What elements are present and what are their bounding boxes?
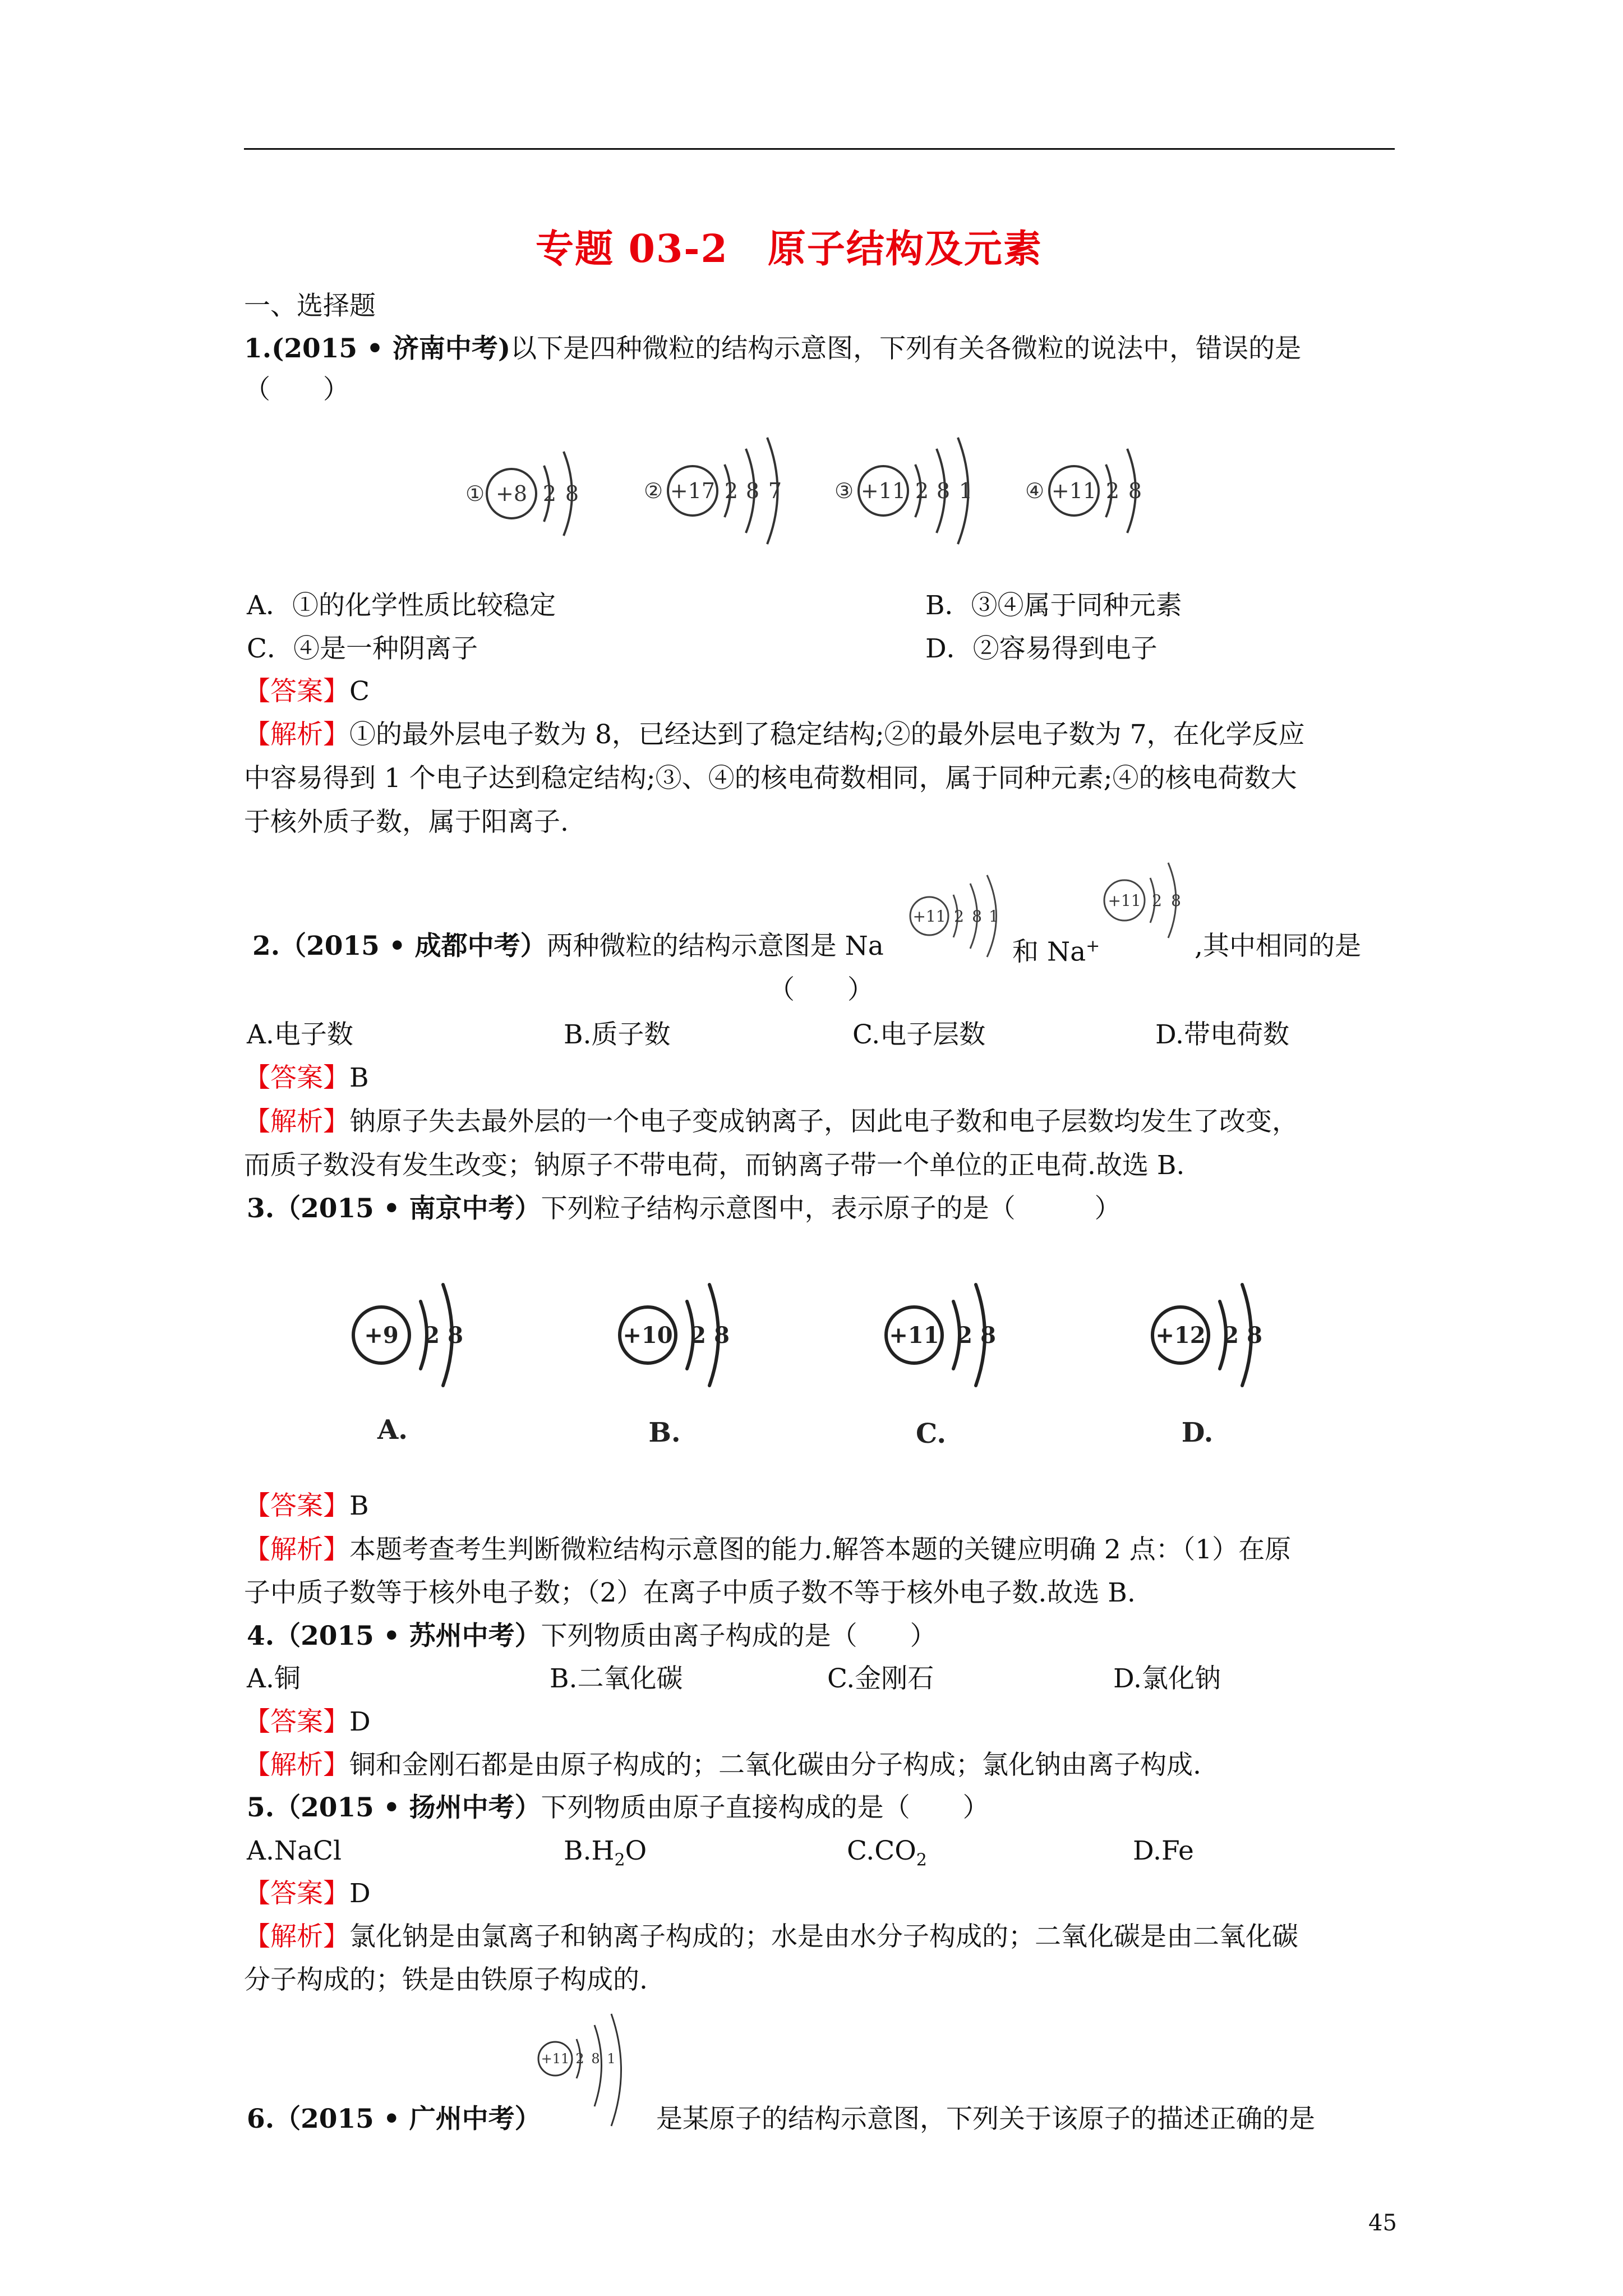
q3-d-shell-1-count: 2 — [1223, 1322, 1239, 1349]
q2-answer-value: B — [349, 1062, 369, 1093]
q1-d4-shell-1-count: 2 — [1105, 478, 1120, 503]
q5-option-a: A.NaCl — [247, 1835, 342, 1866]
q5-number: 5. — [247, 1792, 275, 1823]
q3-d-shell-2-count: 8 — [1247, 1322, 1262, 1349]
q1-option-d: D．②容易得到电子 — [925, 633, 1158, 664]
q2-option-a: A.电子数 — [247, 1019, 353, 1050]
question-5 — [247, 1791, 989, 1825]
q6-shell-3-count: 1 — [607, 2051, 616, 2067]
q5-answer-value: D — [349, 1878, 371, 1909]
q6-nucleus: +11 — [541, 2051, 570, 2067]
q3-a-label: A. — [377, 1414, 408, 1446]
q5-source: （2015 • 扬州中考） — [274, 1792, 541, 1823]
question-6 — [247, 2102, 541, 2136]
q5-option-b-main: B.H — [564, 1835, 615, 1866]
q2-number: 2. — [252, 931, 280, 961]
q5-option-d: D.Fe — [1133, 1835, 1194, 1866]
q3-answer-value: B — [349, 1490, 369, 1521]
q3-answer-tag: 【答案】 — [244, 1490, 349, 1521]
question-4 — [247, 1619, 937, 1653]
q4-stem: 下列物质由离子构成的是（ ） — [541, 1621, 937, 1651]
q1-analysis-line-2: 中容易得到 1 个电子达到稳定结构;③、④的核电荷数相同，属于同种元素;④的核电荷数大 — [244, 763, 1297, 794]
q3-source: （2015 • 南京中考） — [274, 1193, 541, 1224]
q3-b-label: B. — [648, 1417, 681, 1448]
q6-source: （2015 • 广州中考） — [274, 2104, 541, 2134]
q2-d1-shell-2-count: 8 — [972, 907, 982, 926]
q1-answer — [244, 675, 370, 708]
q3-d-label: D. — [1181, 1417, 1214, 1448]
q1-d4-label: ④ — [1025, 478, 1045, 503]
q5-option-b — [564, 1834, 647, 1877]
q5-answer-tag: 【答案】 — [244, 1878, 349, 1909]
q4-option-a: A.铜 — [247, 1663, 301, 1694]
q3-b-shell-1-count: 2 — [690, 1322, 706, 1349]
q1-number: 1. — [244, 333, 272, 364]
q1-answer-value: C — [349, 676, 370, 707]
q5-analysis-line-1 — [244, 1920, 1298, 1954]
q3-analysis-line-2: 子中质子数等于核外电子数；（2）在离子中质子数不等于核外电子数.故选 B. — [244, 1577, 1136, 1608]
q1-d2-shell-3-count: 7 — [768, 478, 782, 503]
q2-analysis-tag: 【解析】 — [244, 1106, 349, 1137]
section-heading: 一、选择题 — [244, 291, 376, 321]
q1-analysis-line-3: 于核外质子数，属于阳离子. — [244, 807, 569, 838]
q3-diagrams — [336, 1268, 1290, 1458]
q1-analysis-line-1 — [244, 718, 1305, 752]
q2-blank: （ ） — [768, 974, 874, 1005]
q4-option-d: D.氯化钠 — [1113, 1663, 1221, 1694]
q1-d2-shell-1-count: 2 — [724, 478, 739, 503]
header-rule — [244, 148, 1395, 150]
q4-answer-tag: 【答案】 — [244, 1706, 349, 1737]
q5-analysis-line-2: 分子构成的；铁是由铁原子构成的. — [244, 1964, 648, 1995]
q3-analysis-tag: 【解析】 — [244, 1534, 349, 1565]
q1-diagrams — [460, 426, 1161, 561]
q2-d2-shell-1-count: 2 — [1152, 891, 1162, 910]
q2-answer-tag: 【答案】 — [244, 1062, 349, 1093]
q6-diagram — [533, 2008, 656, 2137]
q6-number: 6. — [247, 2104, 275, 2134]
q2-analysis-line-2: 而质子数没有发生改变；钠原子不带电荷，而钠离子带一个单位的正电荷.故选 B. — [244, 1150, 1185, 1181]
question-2 — [252, 930, 884, 963]
q1-d1-nucleus: +8 — [495, 481, 528, 506]
q2-source: （2015 • 成都中考） — [280, 931, 547, 961]
q6-stem: 是某原子的结构示意图，下列关于该原子的描述正确的是 — [656, 2104, 1315, 2134]
q2-option-d: D.带电荷数 — [1155, 1019, 1289, 1050]
q4-analysis-text-1: 铜和金刚石都是由原子构成的；二氧化碳由分子构成；氯化钠由离子构成. — [349, 1750, 1201, 1780]
question-1 — [244, 332, 1301, 366]
q3-d-nucleus: +12 — [1155, 1322, 1206, 1349]
q3-number: 3. — [247, 1193, 275, 1224]
q6-shell-1-count: 2 — [575, 2051, 584, 2067]
q1-option-a: A．①的化学性质比较稳定 — [247, 590, 556, 621]
q1-d3-shell-2-count: 8 — [936, 478, 951, 503]
q5-answer — [244, 1877, 371, 1911]
q1-stem: 以下是四种微粒的结构示意图，下列有关各微粒的说法中，错误的是 — [510, 333, 1302, 364]
q2-d1-shell-3-count: 1 — [989, 907, 999, 926]
q1-d2-nucleus: +17 — [670, 478, 716, 503]
q2-diagram-na-atom — [900, 872, 1029, 984]
q3-a-shell-1-count: 2 — [424, 1322, 440, 1349]
q1-option-c: C．④是一种阴离子 — [247, 633, 478, 664]
q3-answer — [244, 1489, 369, 1523]
q2-d2-nucleus: +11 — [1108, 891, 1141, 910]
q2-mid — [1012, 930, 1100, 969]
q1-analysis-text-1: ①的最外层电子数为 8，已经达到了稳定结构;②的最外层电子数为 7，在化学反应 — [349, 719, 1305, 750]
q5-option-b-tail: O — [625, 1835, 647, 1866]
q2-answer — [244, 1061, 369, 1095]
q3-c-shell-1-count: 2 — [957, 1322, 972, 1349]
q3-analysis-text-1: 本题考查考生判断微粒结构示意图的能力.解答本题的关键应明确 2 点：（1）在原 — [349, 1534, 1292, 1565]
q5-option-c-sub: 2 — [916, 1850, 927, 1870]
q4-answer-value: D — [349, 1706, 371, 1737]
q1-d4-nucleus: +11 — [1051, 478, 1097, 503]
q1-d2-shell-2-count: 8 — [745, 478, 760, 503]
q4-option-b: B.二氧化碳 — [550, 1663, 683, 1694]
q2-stem: 两种微粒的结构示意图是 Na — [546, 931, 884, 961]
q3-a-shell-2-count: 8 — [448, 1322, 463, 1349]
question-3 — [247, 1192, 1121, 1226]
q1-answer-tag: 【答案】 — [244, 676, 349, 707]
q1-analysis-tag: 【解析】 — [244, 719, 349, 750]
q1-d3-label: ③ — [834, 478, 854, 503]
q2-d1-shell-1-count: 2 — [954, 907, 964, 926]
q5-option-c-main: C.CO — [847, 1835, 916, 1866]
q2-d2-shell-2-count: 8 — [1171, 891, 1181, 910]
q1-d3-shell-1-count: 2 — [915, 478, 929, 503]
q4-number: 4. — [247, 1621, 275, 1651]
q3-c-nucleus: +11 — [889, 1322, 939, 1349]
page-number: 45 — [1368, 2210, 1397, 2236]
q3-c-shell-2-count: 8 — [980, 1322, 996, 1349]
q1-d1-label: ① — [465, 481, 485, 506]
q1-blank: （ ） — [244, 374, 349, 405]
q3-stem: 下列粒子结构示意图中，表示原子的是（ ） — [541, 1193, 1121, 1224]
q4-option-c: C.金刚石 — [827, 1663, 934, 1694]
q3-b-nucleus: +10 — [623, 1322, 673, 1349]
q2-mid-text: 和 Na — [1012, 936, 1086, 968]
q3-a-nucleus: +9 — [364, 1322, 399, 1349]
q4-answer — [244, 1705, 371, 1739]
q1-source: (2015 • 济南中考) — [271, 333, 511, 364]
q1-d2-label: ② — [644, 478, 663, 503]
q2-analysis-text-1: 钠原子失去最外层的一个电子变成钠离子，因此电子数和电子层数均发生了改变， — [349, 1106, 1298, 1137]
page-title: 专题 03-2 原子结构及元素 — [536, 227, 1043, 272]
q2-analysis-line-1 — [244, 1105, 1298, 1139]
q2-option-b: B.质子数 — [564, 1019, 671, 1050]
q4-source: （2015 • 苏州中考） — [274, 1621, 541, 1651]
q3-c-label: C. — [915, 1418, 947, 1450]
q1-d4-shell-2-count: 8 — [1128, 478, 1142, 503]
q1-d3-shell-3-count: 1 — [958, 478, 973, 503]
q2-d1-nucleus: +11 — [912, 907, 946, 926]
q5-analysis-tag: 【解析】 — [244, 1921, 349, 1952]
q2-superscript: + — [1086, 936, 1100, 956]
q5-analysis-text-1: 氯化钠是由氯离子和钠离子构成的；水是由水分子构成的；二氧化碳是由二氧化碳 — [349, 1921, 1298, 1952]
q5-option-b-sub: 2 — [614, 1850, 625, 1870]
q3-analysis-line-1 — [244, 1533, 1291, 1567]
q2-tail: ,其中相同的是 — [1195, 931, 1361, 961]
q4-analysis-line-1 — [244, 1749, 1201, 1782]
q5-option-c — [847, 1834, 927, 1877]
q1-d1-shell-2-count: 8 — [565, 481, 579, 506]
q1-d3-nucleus: +11 — [860, 478, 906, 503]
q3-b-shell-2-count: 8 — [714, 1322, 730, 1349]
q1-option-b: B．③④属于同种元素 — [925, 590, 1182, 621]
q2-option-c: C.电子层数 — [852, 1019, 986, 1050]
q1-d1-shell-1-count: 2 — [542, 481, 557, 506]
q5-stem: 下列物质由原子直接构成的是（ ） — [541, 1792, 989, 1823]
q4-analysis-tag: 【解析】 — [244, 1750, 349, 1780]
q2-diagram-na-ion — [1091, 853, 1203, 965]
q6-shell-2-count: 8 — [591, 2051, 600, 2067]
